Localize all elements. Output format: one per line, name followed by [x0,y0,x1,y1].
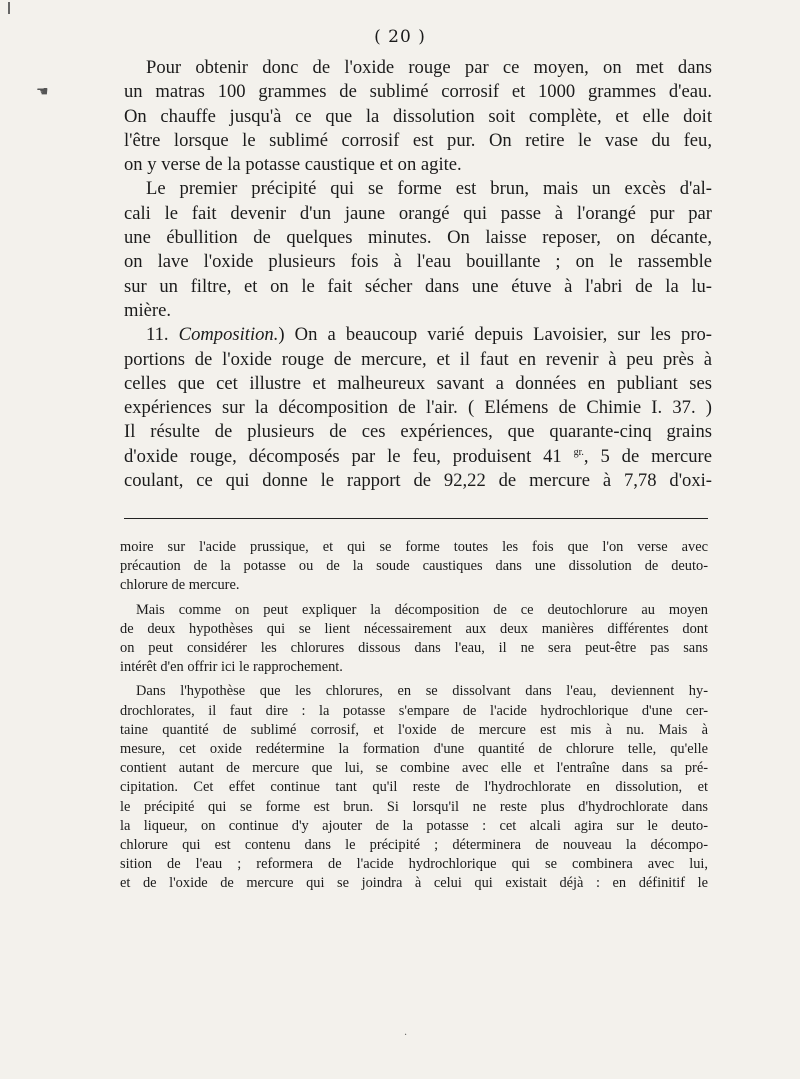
line-part: , 5 de mercure [583,445,713,467]
page-number: ( 20 ) [374,27,426,47]
footnote-line: la liqueur, on continue d'y ajouter de la potasse : cet alcali agira sur le deuto- [120,817,708,834]
section-heading-line [124,323,712,347]
text-line: Pour obtenir donc de l'oxide rouge par ce moyen, on met dans [146,57,712,78]
main-text [124,56,712,493]
margin-mark: ☚ [36,84,49,100]
footnote-line: contient autant de mercure que lui, se combine avec elle et l'entraîne dans sa pré- [120,760,708,777]
footnote-line: intérêt d'en offrir ici le rapprochement. [120,659,343,676]
section-number: 11. [146,324,179,346]
footnote-divider [124,518,708,519]
text-line: On chauffe jusqu'à ce que la dissolution soit complète, et elle doit [124,105,712,127]
text-line: mière. [124,299,171,321]
footnote-line: précaution de la potasse ou de la soude caustiques dans une dissolution de deuto- [120,558,708,575]
footnote-text [120,538,708,899]
text-line-with-superscript [124,445,712,469]
section-heading-rest: ) On a beaucoup varié depuis Lavoisier, sur les pro- [278,324,712,346]
text-line: celles que cet illustre et malheureux savant a données en publiant ses [124,372,712,394]
footnote-line: Mais comme on peut expliquer la décomposition de ce deutochlorure au moyen [136,601,708,618]
footnote-line: taine quantité de sublimé corrosif, et l'oxide de mercure est mis à nu. Mais à [120,721,708,738]
line-part: d'oxide rouge, décomposés par le feu, produisent 41 [124,445,562,467]
text-line: on lave l'oxide plusieurs fois à l'eau bouillante ; on le rassemble [124,251,712,273]
footnote-line: Dans l'hypothèse que les chlorures, en se dissolvant dans l'eau, deviennent hy- [136,683,708,700]
footnote-line: mesure, cet oxide redétermine la formation d'une quantité de chlorure telle, qu'elle [120,741,708,758]
footnote-line: cipitation. Cet effet continue tant qu'il reste de l'hydrochlorate en dissolution, et [120,779,708,796]
text-line: coulant, ce qui donne le rapport de 92,22 de mercure à 7,78 d'oxi- [124,470,712,492]
text-line: expériences sur la décomposition de l'air. ( Elémens de Chimie I. 37. ) [124,397,712,419]
footnote-paragraph [120,538,708,596]
footnote-line: sition de l'eau ; reformera de l'acide hydrochlorique qui se combinera avec lui, [120,856,708,873]
footnote-line: chlorure de mercure. [120,577,240,594]
footnote-paragraph [120,682,708,893]
text-line: sur un filtre, et on le fait sécher dans une étuve à l'abri de la lu- [124,275,712,297]
bottom-dot: · [404,1030,408,1041]
text-line: l'être lorsque le sublimé corrosif est pur. On retire le vase du feu, [124,129,712,151]
footnote-line: le précipité qui se forme est brun. Si lorsqu'il ne reste plus d'hydrochlorate dans [120,798,708,815]
unit-superscript: gr. [573,446,584,458]
footnote-line: on peut considérer les chlorures dissous dans l'eau, il ne sera peut-être pas sans [120,640,708,657]
footnote-line: moire sur l'acide prussique, et qui se forme toutes les fois que l'on verse avec [120,539,708,555]
edge-mark [8,2,10,14]
footnote-line: drochlorates, il faut dire : la potasse s'empare de l'acide hydrochlorique d'une cer- [120,702,708,719]
text-line: on y verse de la potasse caustique et on agite. [124,154,462,176]
footnote-line: chlorure qui est contenu dans le précipité ; déterminera de nouveau la décompo- [120,837,708,854]
text-line: un matras 100 grammes de sublimé corrosif et 1000 grammes d'eau. [124,81,712,103]
footnote-line: de deux hypothèses qui se lient nécessairement aux deux manières différentes dont [120,620,708,637]
section-title: Composition. [178,324,279,346]
text-line: portions de l'oxide rouge de mercure, et il faut en revenir à peu près à [124,348,712,370]
footnote-line: et de l'oxide de mercure qui se joindra à celui qui existait déjà : en définitif le [120,875,708,892]
footnote-paragraph [120,601,708,678]
text-line: une ébullition de quelques minutes. On laisse reposer, on décante, [124,227,712,249]
text-line: Le premier précipité qui se forme est brun, mais un excès d'al- [146,178,712,200]
text-line: cali le fait devenir d'un jaune orangé qui passe à l'orangé pur par [124,202,712,224]
text-line: Il résulte de plusieurs de ces expériences, que quarante-cinq grains [124,421,712,443]
